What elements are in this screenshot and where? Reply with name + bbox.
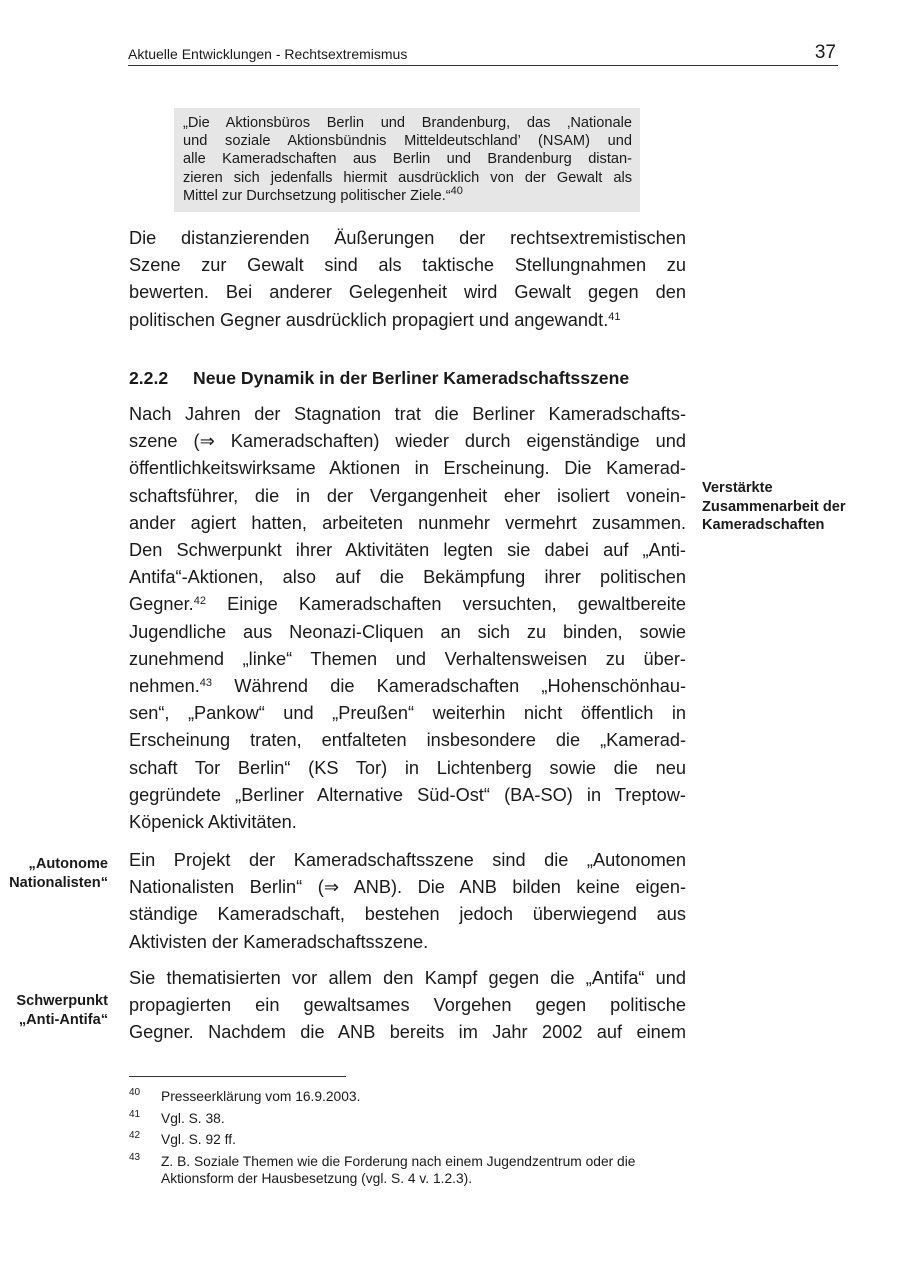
text-line: Antifa“-Aktionen, also auf die Bekämpfung ihrer politischen	[129, 567, 686, 588]
footnote-text: Z. B. Soziale Themen wie die Forderung nach einem Jugendzentrum oder die	[161, 1154, 636, 1169]
footnote-text: Aktionsform der Hausbesetzung (vgl. S. 4 v. 1.2.3).	[161, 1171, 473, 1186]
quote-line: „Die Aktionsbüros Berlin und Brandenburg, das ‚Nationale	[183, 115, 632, 131]
text-line: Nach Jahren der Stagnation trat die Berliner Kameradschafts-	[129, 404, 686, 424]
quote-box	[174, 108, 640, 212]
quote-line: zieren sich jedenfalls hiermit ausdrücklich von der Gewalt als	[183, 169, 632, 186]
text-line: nehmen.$^{43}$ Während die Kameradschaften „Hohenschönhau-	[129, 676, 686, 697]
footnote-mark: 42	[129, 1130, 141, 1141]
text-line: Ein Projekt der Kameradschaftsszene sind die „Autonomen	[129, 850, 686, 870]
paragraph-2	[129, 401, 686, 836]
footnote-mark: 41	[129, 1109, 141, 1120]
footnote-ref[interactable]: 41	[608, 310, 621, 323]
text-line: propagierten ein gewaltsames Vorgehen gegen politische	[129, 995, 686, 1016]
footnote-divider	[129, 1076, 346, 1077]
margin-note-anti-antifa	[16, 992, 108, 1029]
text-line: zunehmend „linke“ Themen und Verhaltensweisen zu über-	[129, 648, 686, 669]
text-line: Aktivisten der Kameradschaftsszene.	[129, 931, 429, 952]
text-line: Erscheinung traten, entfalteten insbesondere die „Kamerad-	[129, 730, 686, 751]
quote-line: alle Kameradschaften aus Berlin und Brandenburg distan-	[183, 151, 632, 168]
page-header	[128, 44, 838, 66]
margin-note-line: Schwerpunkt	[16, 993, 108, 1009]
quote-line: und soziale Aktionsbündnis Mitteldeutschland’ (NSAM) und	[183, 133, 632, 150]
footnote	[129, 1088, 689, 1105]
footnote-ref[interactable]: 40	[450, 184, 463, 197]
text-line: szene (⇒ Kameradschaften) wieder durch eigenständige und	[129, 431, 686, 452]
footnote-text: Vgl. S. 38.	[161, 1111, 225, 1126]
footnote-mark: 43	[129, 1152, 141, 1163]
footnote	[129, 1110, 689, 1127]
quote-line: Mittel zur Durchsetzung politischer Ziele.“$^{40}$	[183, 184, 463, 204]
page-number: 37	[814, 42, 836, 63]
paragraph-1	[129, 225, 686, 334]
text-line: Sie thematisierten vor allem den Kampf gegen die „Antifa“ und	[129, 968, 686, 988]
text-line: öffentlichkeitswirksame Aktionen in Erscheinung. Die Kamerad-	[129, 458, 686, 479]
footnote	[129, 1153, 689, 1187]
margin-note-line: Verstärkte	[702, 480, 773, 496]
text-line: bewerten. Bei anderer Gelegenheit wird Gewalt gegen den	[129, 282, 686, 303]
footnote	[129, 1131, 689, 1148]
footnote-ref[interactable]: 43	[199, 677, 213, 690]
header-title: Aktuelle Entwicklungen - Rechtsextremismus	[128, 46, 408, 62]
margin-note-line: Nationalisten“	[9, 874, 108, 891]
paragraph-3	[129, 847, 686, 956]
text-line: ständige Kameradschaft, bestehen jedoch überwiegend aus	[129, 904, 686, 925]
text-line: ander agiert hatten, arbeiteten nunmehr vermehrt zusammen.	[129, 512, 686, 533]
text-line: schaft Tor Berlin“ (KS Tor) in Lichtenberg sowie die neu	[129, 757, 686, 778]
text-line: Den Schwerpunkt ihrer Aktivitäten legten sie dabei auf „Anti-	[129, 540, 686, 561]
footnote-text: Vgl. S. 92 ff.	[161, 1132, 236, 1147]
text-line: schaftsführer, die in der Vergangenheit eher isoliert vonein-	[129, 485, 686, 506]
footnote-text: Presseerklärung vom 16.9.2003.	[161, 1089, 361, 1104]
margin-note-line: „Autonome	[28, 856, 108, 872]
margin-note-cooperation	[702, 479, 846, 535]
footnote-mark: 40	[129, 1087, 141, 1098]
text-line: Szene zur Gewalt sind als taktische Stellungnahmen zu	[129, 255, 686, 276]
section-heading	[129, 368, 629, 389]
margin-note-line: Kameradschaften	[702, 517, 825, 533]
margin-note-line: Zusammenarbeit der	[702, 498, 846, 515]
section-number: 2.2.2	[129, 368, 169, 388]
paragraph-4	[129, 965, 686, 1047]
text-line: Gegner. Nachdem die ANB bereits im Jahr 2002 auf einem	[129, 1022, 686, 1043]
margin-note-autonome	[9, 855, 108, 892]
text-line: Köpenick Aktivitäten.	[129, 812, 297, 833]
text-line: Gegner.$^{42}$ Einige Kameradschaften versuchten, gewaltbereite	[129, 594, 686, 615]
margin-note-line: „Anti-Antifa“	[18, 1011, 108, 1028]
text-line: gegründete „Berliner Alternative Süd-Ost“ (BA-SO) in Treptow-	[129, 784, 686, 805]
footnote-ref[interactable]: 42	[193, 595, 206, 608]
section-title: Neue Dynamik in der Berliner Kameradschaftsszene	[193, 368, 630, 388]
text-line: Nationalisten Berlin“ (⇒ ANB). Die ANB bilden keine eigen-	[129, 877, 686, 898]
text-line: Jugendliche aus Neonazi-Cliquen an sich zu binden, sowie	[129, 621, 686, 642]
text-line: Die distanzierenden Äußerungen der rechtsextremistischen	[129, 228, 686, 248]
text-line: politischen Gegner ausdrücklich propagiert und angewandt.$^{41}$	[129, 309, 621, 330]
text-line: sen“, „Pankow“ und „Preußen“ weiterhin nicht öffentlich in	[129, 703, 686, 724]
